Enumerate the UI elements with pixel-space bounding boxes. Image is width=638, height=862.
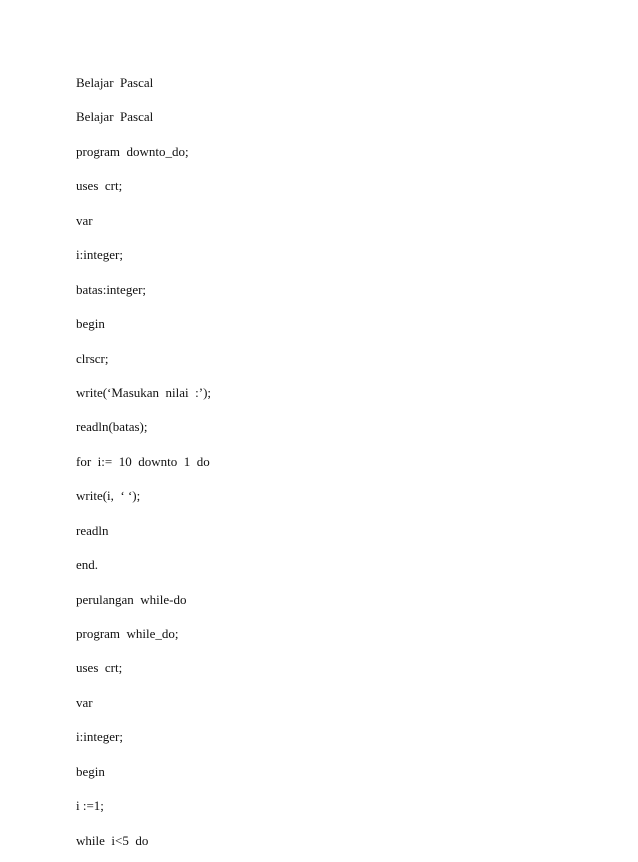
text-line: i:integer; xyxy=(76,729,123,745)
text-line: var xyxy=(76,212,93,228)
text-line: readln(batas); xyxy=(76,419,148,435)
text-line: write(i, ‘ ‘); xyxy=(76,488,141,504)
text-line: clrscr; xyxy=(76,350,109,366)
text-line: while i<5 do xyxy=(76,832,149,848)
text-line: i:integer; xyxy=(76,247,123,263)
text-line: program while_do; xyxy=(76,626,179,641)
text-line: readln xyxy=(76,522,109,538)
text-line: uses crt; xyxy=(76,660,123,676)
pascal-code-lines xyxy=(76,70,211,862)
text-line: batas:integer; xyxy=(76,281,147,297)
text-line: begin xyxy=(76,763,105,779)
text-line: for i:= 10 downto 1 do xyxy=(76,453,210,469)
text-line: end. xyxy=(76,557,99,573)
text-line: program downto_do; xyxy=(76,143,189,159)
text-line: Belajar Pascal xyxy=(76,109,154,125)
text-line: Belajar Pascal xyxy=(76,75,154,90)
text-line: perulangan while-do xyxy=(76,591,187,607)
text-line: i :=1; xyxy=(76,798,104,814)
text-line: begin xyxy=(76,316,105,332)
text-line: write(‘Masukan nilai :’); xyxy=(76,384,212,400)
text-line: uses crt; xyxy=(76,178,123,194)
text-line: var xyxy=(76,694,93,710)
